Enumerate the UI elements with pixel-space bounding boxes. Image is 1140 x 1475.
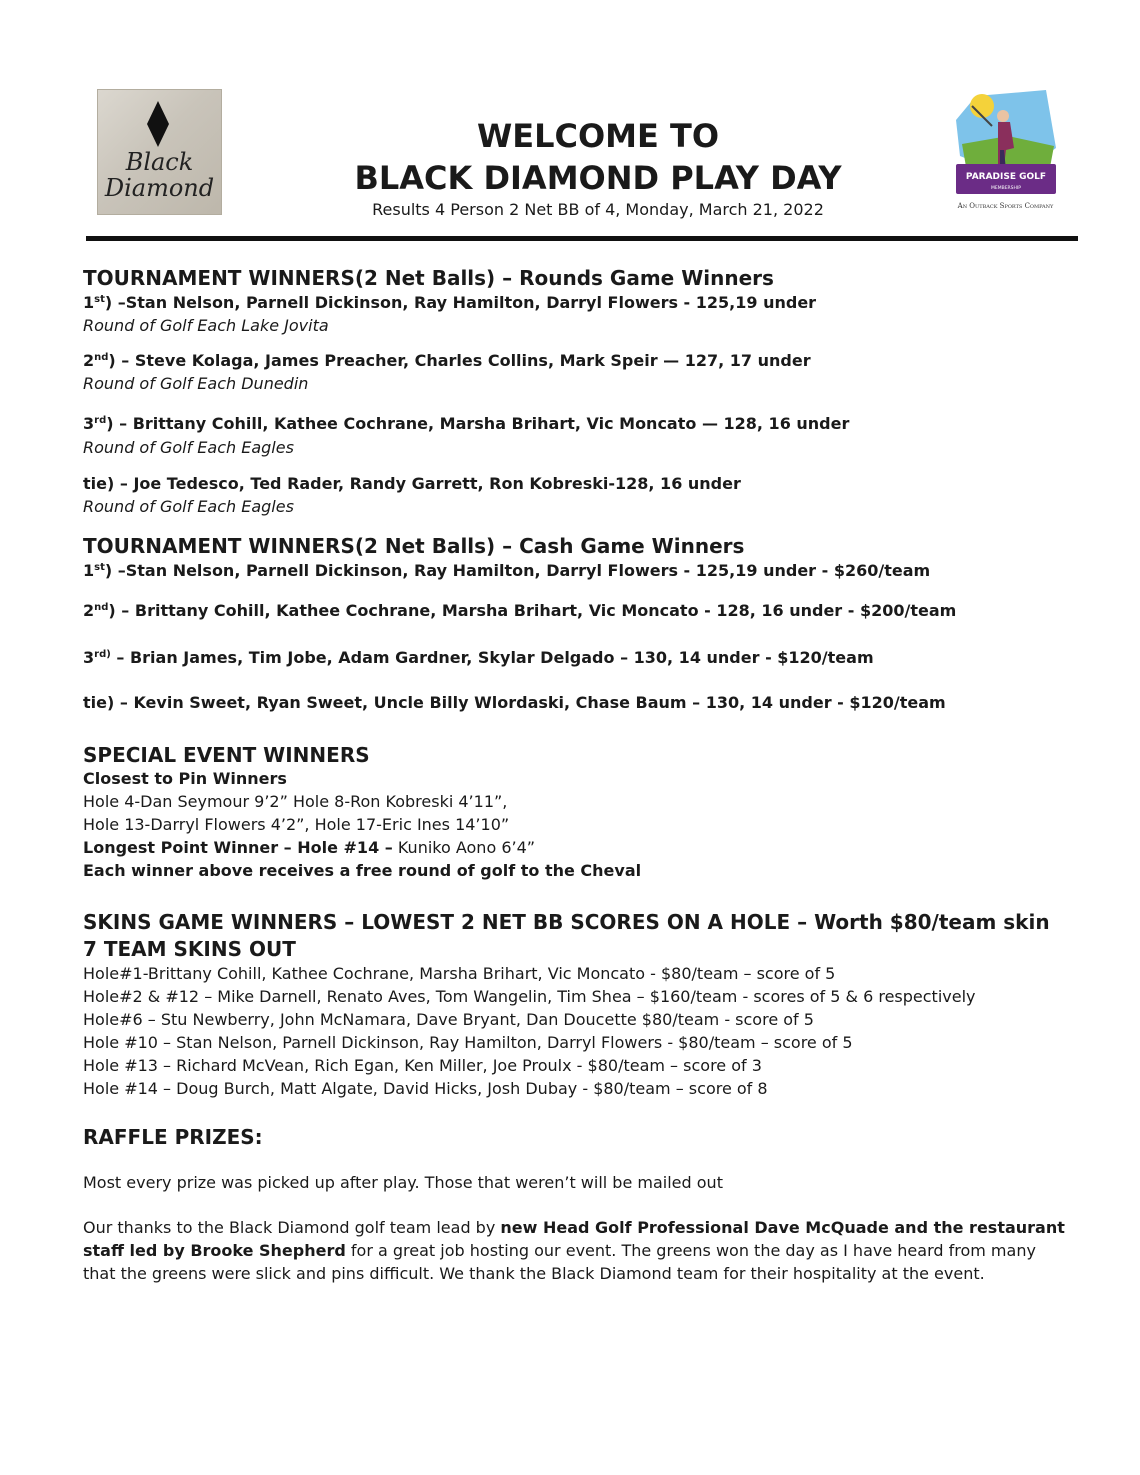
cash-entry-2: 2nd) – Brittany Cohill, Kathee Cochrane, Marsha Brihart, Vic Moncato - 128, 16 under - $200/team [83, 601, 957, 620]
logo-text-line2: Diamond [104, 174, 215, 202]
golfer-emblem-icon [948, 86, 1063, 201]
skins-line: Hole #14 – Doug Burch, Matt Algate, David Hicks, Josh Dubay - $80/team – score of 8 [83, 1079, 768, 1098]
rounds-game-heading: TOURNAMENT WINNERS(2 Net Balls) – Rounds Game Winners [83, 266, 774, 290]
skins-heading-line2: 7 TEAM SKINS OUT [83, 937, 296, 961]
skins-heading-line1: SKINS GAME WINNERS – LOWEST 2 NET BB SCORES ON A HOLE – Worth $80/team skin [83, 910, 1050, 934]
cash-entry-tie: tie) – Kevin Sweet, Ryan Sweet, Uncle Billy Wlordaski, Chase Baum – 130, 14 under - $120/team [83, 693, 946, 712]
logo-tagline: An Outback Sports Company [957, 202, 1054, 210]
rounds-entry-tie: tie) – Joe Tedesco, Ted Rader, Randy Garrett, Ron Kobreski-128, 16 under [83, 474, 741, 493]
page-title-line2: BLACK DIAMOND PLAY DAY [354, 159, 842, 197]
cash-entry-3: $3^{rd)}$ – Brian James, Tim Jobe, Adam Gardner, Skylar Delgado – 130, 14 under - $120/team [83, 648, 874, 667]
cash-game-heading: TOURNAMENT WINNERS(2 Net Balls) – Cash Game Winners [83, 534, 745, 558]
closest-to-pin-line1: Hole 4-Dan Seymour 9’2” Hole 8-Ron Kobreski 4’11”, [83, 792, 508, 811]
special-events-note: Each winner above receives a free round of golf to the Cheval [83, 861, 642, 880]
diamond-icon [147, 101, 169, 147]
rounds-entry-3: 3rd) – Brittany Cohill, Kathee Cochrane, Marsha Brihart, Vic Moncato — 128, 16 under [83, 414, 850, 433]
rounds-prize-1: Round of Golf Each Lake Jovita [83, 316, 329, 335]
logo-sub: MEMBERSHIP [991, 186, 1021, 191]
page-title-line1: WELCOME TO [476, 117, 720, 155]
logo-text-line1: Black [125, 148, 194, 176]
skins-line: Hole#6 – Stu Newberry, John McNamara, Dave Bryant, Dan Doucette $80/team - score of 5 [83, 1010, 814, 1029]
special-events-heading: SPECIAL EVENT WINNERS [83, 743, 370, 767]
skins-line: Hole#1-Brittany Cohill, Kathee Cochrane, Marsha Brihart, Vic Moncato - $80/team – score of 5 [83, 964, 836, 983]
skins-line: Hole#2 & #12 – Mike Darnell, Renato Aves, Tom Wangelin, Tim Shea – $160/team - scores of 5 & 6 respectively [83, 987, 976, 1006]
skins-line: Hole #10 – Stan Nelson, Parnell Dickinson, Ray Hamilton, Darryl Flowers - $80/team – score of 5 [83, 1033, 853, 1052]
rounds-entry-2: 2nd) – Steve Kolaga, James Preacher, Charles Collins, Mark Speir — 127, 17 under [83, 351, 811, 370]
longest-point-winner: Longest Point Winner – Hole #14 – Kuniko Aono 6’4” [83, 838, 536, 857]
skins-line: Hole #13 – Richard McVean, Rich Egan, Ken Miller, Joe Proulx - $80/team – score of 3 [83, 1056, 762, 1075]
rounds-prize-3: Round of Golf Each Eagles [83, 438, 294, 457]
raffle-text: Most every prize was picked up after play. Those that weren’t will be mailed out [83, 1173, 723, 1192]
closest-to-pin-line2: Hole 13-Darryl Flowers 4’2”, Hole 17-Eric Ines 14’10” [83, 815, 510, 834]
logo-name: PARADISE GOLF [965, 172, 1047, 182]
black-diamond-logo [97, 89, 222, 215]
rounds-entry-1: 1st) –Stan Nelson, Parnell Dickinson, Ray Hamilton, Darryl Flowers - 125,19 under [83, 293, 817, 312]
rounds-prize-2: Round of Golf Each Dunedin [83, 374, 309, 393]
rounds-prize-tie: Round of Golf Each Eagles [83, 497, 294, 516]
thanks-paragraph: Our thanks to the Black Diamond golf team lead by new Head Golf Professional Dave McQuade and the restaurant staff led by Brooke Shepherd for a great job hosting our event. The greens won the day as I have heard from many that the greens were slick and pins difficult. We thank the Black Diamond team for their hospitality at the event. [83, 1218, 1065, 1283]
raffle-heading: RAFFLE PRIZES: [83, 1125, 263, 1149]
closest-to-pin-heading: Closest to Pin Winners [83, 769, 287, 788]
cash-entry-1: 1st) –Stan Nelson, Parnell Dickinson, Ray Hamilton, Darryl Flowers - 125,19 under - $260/team [83, 561, 931, 580]
header-divider [86, 236, 1078, 241]
paradise-golf-logo [948, 86, 1063, 216]
page-subtitle: Results 4 Person 2 Net BB of 4, Monday, March 21, 2022 [372, 200, 824, 219]
